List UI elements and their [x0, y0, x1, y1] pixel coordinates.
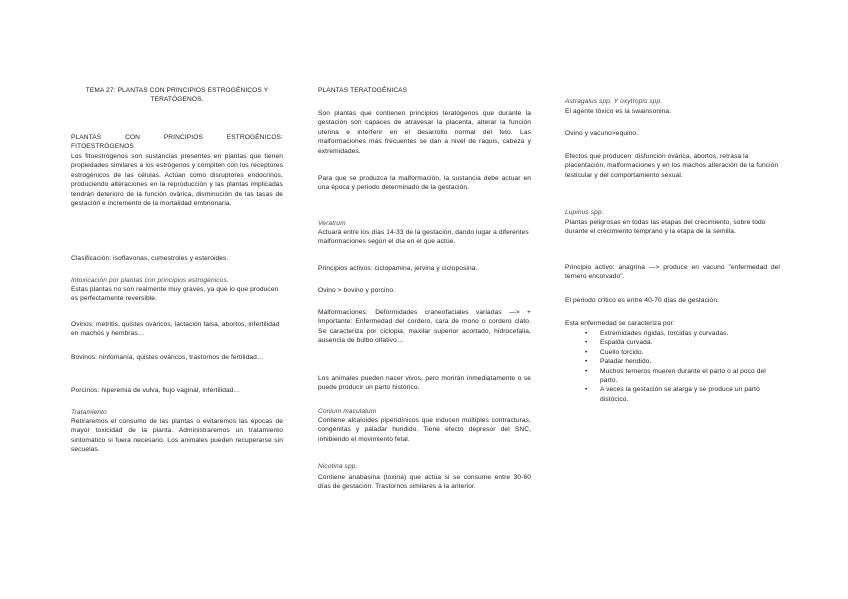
- heading-word: PRINCIPIOS: [163, 134, 203, 141]
- paragraph-teratogenic-intro: Son plantas que contienen principios teratógenos que durante la gestación son capaces de atravesar la placenta, alterar la función uterina e interferir en el desarrollo normal del feto. Las malformaciones más frecuentes se dan a nivel de raquis, cabeza y extremidades.: [318, 110, 531, 155]
- paragraph-ovino: Ovino > bovino y porcino.: [318, 287, 396, 294]
- paragraph-active-principle: Principio activo: anagrina —> produce en vacuno "enfermedad del ternero encorvado".: [565, 264, 780, 281]
- paragraph-ovinos: Ovinos: metritis, quistes ováricos, lactación falsa, abortos, infertilidad en machos y hembras…: [71, 321, 280, 338]
- paragraph-treatment: Retiraremos el consumo de las plantas o evitaremos las épocas de mayor toxicidad de la planta. Administraremos un tratamiento sintomático si fuera necesario. Los animales pueden recuperarse sin secuelas.: [71, 418, 283, 454]
- paragraph-intoxication: Estas plantas no son realmente muy graves, ya que lo que producen es perfectamente reversible.: [71, 286, 279, 303]
- list-item: • Paladar hendido.: [565, 357, 780, 366]
- paragraph-porcinos: Porcinos: hiperemia de vulva, flujo vaginal, infertilidad…: [71, 387, 241, 394]
- subheading-treatment: Tratamiento: [71, 409, 107, 416]
- list-item: • Muchos terneros mueren durante el parto o al poco del parto.: [565, 367, 780, 386]
- heading-word: ESTROGÉNICOS:: [226, 134, 283, 141]
- subheading-nicotina: Nicotina spp.: [318, 463, 358, 470]
- subheading-astragalus: Astragalus spp. Y oxytropis spp.: [565, 98, 663, 105]
- paragraph-effects: Efectos que producen: disfunción ovárica, abortos, retrasa la placentación, malformaciones y en los machos alteración de la función testicular y del comportamiento sexual.: [565, 153, 779, 179]
- section-heading-teratogenic: PLANTAS TERATOGÉNICAS: [318, 87, 408, 94]
- heading-word: PLANTAS: [71, 134, 102, 141]
- paragraph-live-births: Los animales pueden nacer vivos, pero morirán inmediatamente o se puede producir un parto histórico.: [318, 375, 531, 392]
- heading-word: CON: [125, 134, 141, 141]
- section-heading-estrogenic: [71, 133, 283, 142]
- paragraph-malformations: Malformaciones: Deformidades craneofaciales variadas —> + Importante: Enfermedad del cordero, cara de mono o cordero clato. Se caracteriza por ciclopia, maxilar superior acortado, hidrocefalia, ausencia de bulbo olfativo…: [318, 309, 531, 345]
- subheading-lupinus: Lupinus spp.: [565, 209, 604, 216]
- list-item: • Cuello torcido.: [565, 348, 780, 357]
- paragraph-malformation-timing: Para que se produzca la malformación, la sustancia debe actuar en una época y periodo determinado de la gestación.: [318, 175, 531, 192]
- paragraph-bovinos: Bovinos: ninfomanía, quistes ováricos, trastornos de fertilidad…: [71, 354, 264, 361]
- paragraph-lupinus: Plantas peligrosas en todas las etapas del crecimiento, sobre todo durante el crecimiento temprano y la etapa de la semilla.: [565, 219, 766, 236]
- paragraph-critical-period: El periodo crítico es entre 40-70 días de gestación.: [565, 297, 720, 304]
- list-item: • Extremidades rígidas, torcidas y curvadas.: [565, 329, 780, 338]
- symptom-list: [565, 329, 780, 404]
- list-item: • Espalda curvada.: [565, 338, 780, 347]
- paragraph-species: Ovino y vacuno>equino.: [565, 130, 639, 137]
- list-item: • A veces la gestación se alarga y se produce un parto distócico.: [565, 385, 780, 404]
- subheading-conium: Conium maculatum: [318, 408, 377, 415]
- paragraph-nicotina: Contiene anabasina (toxina) que actúa si se consume entre 30-60 días de gestación. Trastornos similares a la anterior.: [318, 474, 531, 491]
- paragraph-disease-intro: Esta enfermedad se caracteriza por:: [565, 320, 675, 327]
- subheading-veratrum: Veratrum: [318, 220, 346, 227]
- paragraph-conium: Contiene alcaloides piperidínicos que inducen múltiples contracturas, congénitas y paladar hundido. Tiene efecto depresor del SNC, inhibiendo el movimiento fetal.: [318, 417, 531, 443]
- document-title: TEMA 27: PLANTAS CON PRINCIPIOS ESTROGÉNICOS Y TERATÓGENOS.: [85, 87, 269, 104]
- paragraph-classification: Clasificación: isoflavonas, cumestroles y esteroides.: [71, 255, 229, 262]
- subheading-intoxication: Intoxicación por plantas con principios estrogénicos.: [71, 277, 229, 284]
- paragraph-toxic-agent: El agente tóxico es la swainsonina.: [565, 108, 672, 115]
- paragraph-veratrum: Actuará entre los días 14-33 de la gestación, dando lugar a diferentes malformaciones según el día en el que actúe.: [318, 229, 529, 246]
- paragraph-active-principles: Principios activos: ciclopamina, jervina y cicloposina.: [318, 265, 478, 272]
- paragraph-intro: Los fitoestrógenos son sustancias presentes en plantas que tienen propiedades similares a los estrógenos y compiten con los receptores estrogénicos de las células. Actúan como disruptores endocrinos, produciendo alteraciones en la reproducción y las plantas implicadas tendrán deterioro de la función ovárica, disminución de las tasas de gestación e incremento de la mortalidad embrionaria.: [71, 153, 283, 208]
- section-heading-line2: FITOESTRÓGENOS: [71, 143, 134, 150]
